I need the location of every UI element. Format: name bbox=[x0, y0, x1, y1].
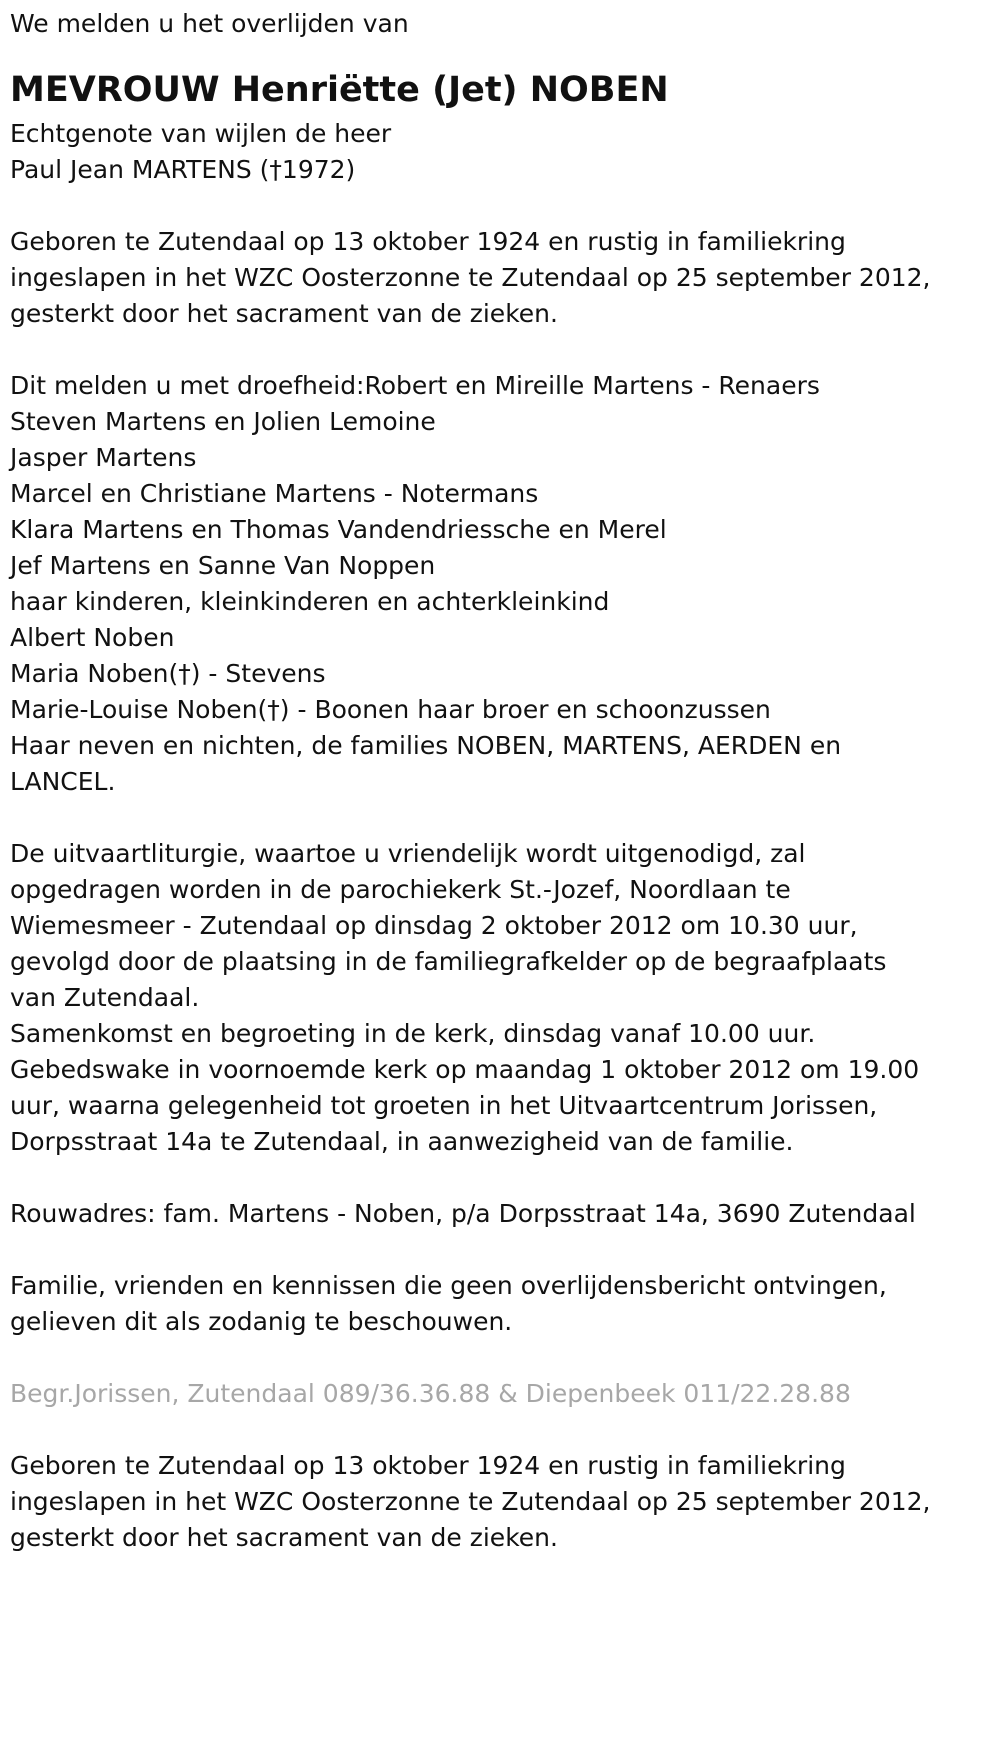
funeral-line: Dorpsstraat 14a te Zutendaal, in aanwezigheid van de familie. bbox=[10, 1127, 794, 1156]
undertaker-block bbox=[10, 1376, 970, 1412]
funeral-line: gevolgd door de plaatsing in de familiegrafkelder op de begraafplaats bbox=[10, 947, 887, 976]
birth-death-line: ingeslapen in het WZC Oosterzonne te Zutendaal op 25 september 2012, bbox=[10, 263, 931, 292]
family-line: Marie-Louise Noben(†) - Boonen haar broer en schoonzussen bbox=[10, 695, 771, 724]
birth-death-line: gesterkt door het sacrament van de zieken. bbox=[10, 299, 558, 328]
family-line: Jef Martens en Sanne Van Noppen bbox=[10, 551, 436, 580]
deceased-name: MEVROUW Henriëtte (Jet) NOBEN bbox=[10, 70, 669, 110]
funeral-line: Samenkomst en begroeting in de kerk, dinsdag vanaf 10.00 uur. bbox=[10, 1019, 816, 1048]
undertaker-info: Begr.Jorissen, Zutendaal 089/36.36.88 & Diepenbeek 011/22.28.88 bbox=[10, 1379, 851, 1408]
funeral-line: Gebedswake in voornoemde kerk op maandag 1 oktober 2012 om 19.00 bbox=[10, 1055, 920, 1084]
notice-line: Familie, vrienden en kennissen die geen overlijdensbericht ontvingen, bbox=[10, 1271, 887, 1300]
mourning-address: Rouwadres: fam. Martens - Noben, p/a Dorpsstraat 14a, 3690 Zutendaal bbox=[10, 1199, 916, 1228]
notice-block bbox=[10, 1268, 970, 1340]
family-line: Steven Martens en Jolien Lemoine bbox=[10, 407, 436, 436]
birth-death-line: ingeslapen in het WZC Oosterzonne te Zutendaal op 25 september 2012, bbox=[10, 1487, 931, 1516]
family-line: LANCEL. bbox=[10, 767, 116, 796]
spouse-block bbox=[10, 116, 970, 188]
family-line: Jasper Martens bbox=[10, 443, 197, 472]
family-line: Marcel en Christiane Martens - Notermans bbox=[10, 479, 539, 508]
funeral-line: opgedragen worden in de parochiekerk St.-Jozef, Noordlaan te bbox=[10, 875, 791, 904]
birth-death-line: gesterkt door het sacrament van de zieken. bbox=[10, 1523, 558, 1552]
family-line: Klara Martens en Thomas Vandendriessche en Merel bbox=[10, 515, 667, 544]
family-line: Albert Noben bbox=[10, 623, 175, 652]
birth-death-line: Geboren te Zutendaal op 13 oktober 1924 en rustig in familiekring bbox=[10, 1451, 846, 1480]
family-line: haar kinderen, kleinkinderen en achterkleinkind bbox=[10, 587, 610, 616]
spouse-line: Paul Jean MARTENS (†1972) bbox=[10, 155, 356, 184]
family-line: Dit melden u met droefheid:Robert en Mireille Martens - Renaers bbox=[10, 371, 820, 400]
address-block bbox=[10, 1196, 970, 1232]
birth-death-block bbox=[10, 224, 970, 332]
spouse-line: Echtgenote van wijlen de heer bbox=[10, 119, 392, 148]
family-line: Haar neven en nichten, de families NOBEN, MARTENS, AERDEN en bbox=[10, 731, 842, 760]
birth-death-line: Geboren te Zutendaal op 13 oktober 1924 en rustig in familiekring bbox=[10, 227, 846, 256]
funeral-line: Wiemesmeer - Zutendaal op dinsdag 2 oktober 2012 om 10.30 uur, bbox=[10, 911, 858, 940]
funeral-line: uur, waarna gelegenheid tot groeten in het Uitvaartcentrum Jorissen, bbox=[10, 1091, 878, 1120]
notice-line: gelieven dit als zodanig te beschouwen. bbox=[10, 1307, 513, 1336]
funeral-line: De uitvaartliturgie, waartoe u vriendelijk wordt uitgenodigd, zal bbox=[10, 839, 806, 868]
funeral-block bbox=[10, 836, 970, 1160]
family-block bbox=[10, 368, 970, 800]
family-line: Maria Noben(†) - Stevens bbox=[10, 659, 326, 688]
funeral-line: van Zutendaal. bbox=[10, 983, 200, 1012]
intro-text: We melden u het overlijden van bbox=[10, 9, 409, 38]
birth-death-block-repeat bbox=[10, 1448, 970, 1556]
